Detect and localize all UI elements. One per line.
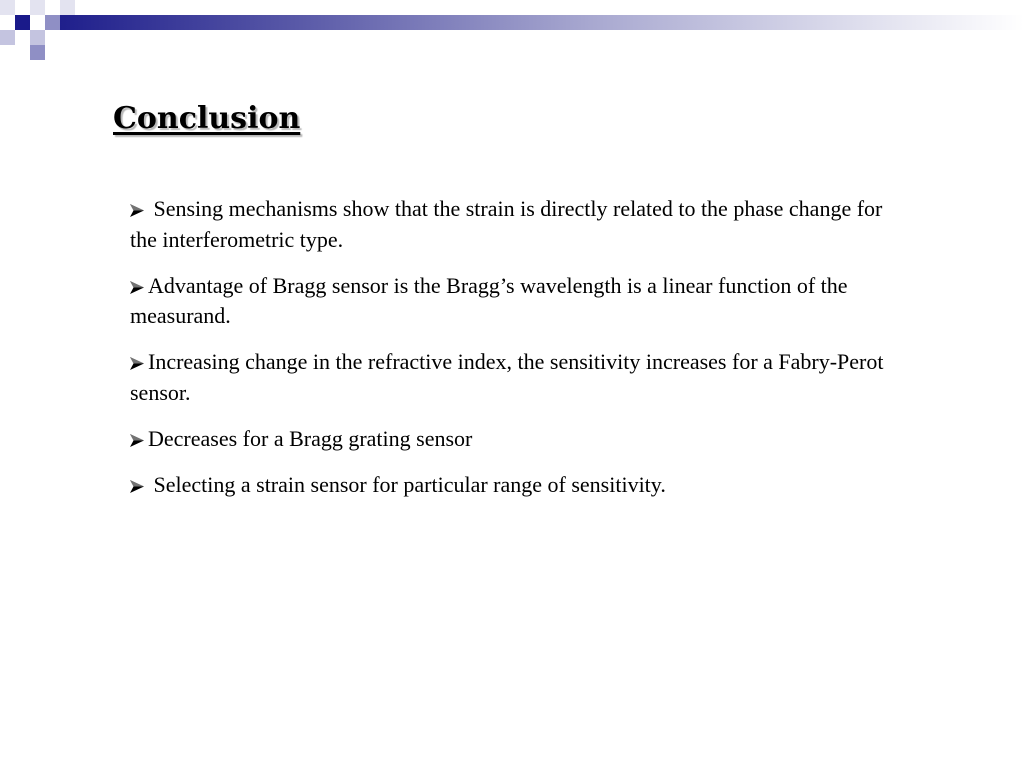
bullet-item: [130, 271, 900, 332]
banner-square: [30, 0, 45, 15]
bullet-text: Advantage of Bragg sensor is the Bragg’s wavelength is a linear function of the measurand.: [130, 272, 848, 328]
banner-square: [0, 30, 15, 45]
arrow-bullet-icon: [130, 281, 144, 294]
bullet-item: [130, 424, 900, 455]
banner-square: [60, 0, 75, 15]
arrow-bullet-icon: [130, 204, 144, 217]
arrow-bullet-icon: [130, 357, 144, 370]
bullet-item: [130, 470, 900, 501]
bullet-text: Increasing change in the refractive index, the sensitivity increases for a Fabry-Perot sensor.: [130, 349, 884, 405]
slide-title: Conclusion: [113, 101, 301, 136]
banner-square: [15, 15, 30, 30]
bullet-text: Sensing mechanisms show that the strain is directly related to the phase change for the interferometric type.: [130, 196, 883, 252]
arrow-bullet-icon: [130, 434, 144, 447]
bullet-list: [130, 194, 900, 516]
banner-gradient-bar: [60, 15, 1024, 30]
bullet-item: [130, 194, 900, 255]
arrow-bullet-icon: [130, 480, 144, 493]
banner-square: [30, 30, 45, 45]
bullet-item: [130, 347, 900, 408]
bullet-text: Decreases for a Bragg grating sensor: [148, 425, 473, 451]
banner-square: [30, 45, 45, 60]
banner-square: [45, 15, 60, 30]
banner-square: [0, 0, 15, 15]
bullet-text: Selecting a strain sensor for particular range of sensitivity.: [148, 471, 666, 497]
